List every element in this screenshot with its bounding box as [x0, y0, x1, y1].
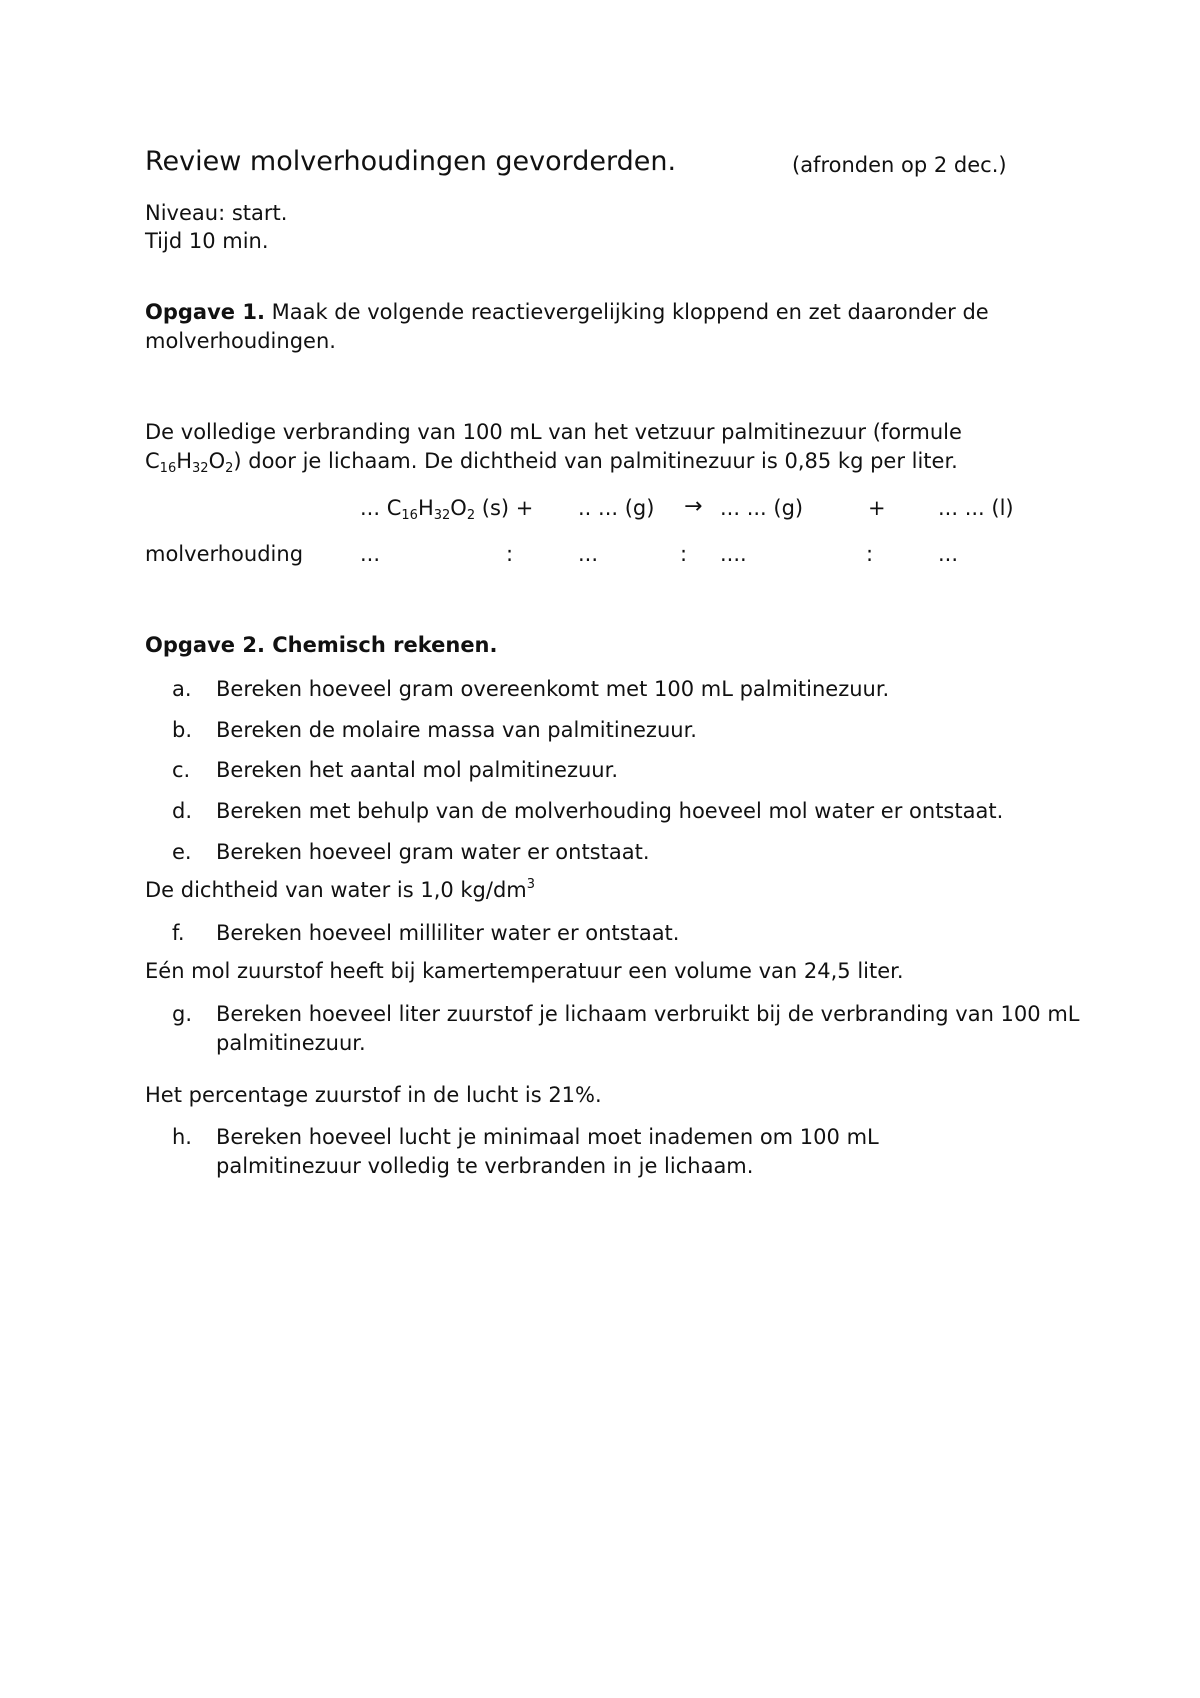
list-item-letter: f. — [172, 921, 185, 945]
equation-term3: ... ... (g) — [720, 496, 804, 520]
list-item-text: Bereken de molaire massa van palmitinezuur. — [216, 718, 697, 742]
ratio-separator-2: : — [680, 542, 688, 566]
equation-coef1: ... $C_{16}H_{32}O_2$ (s) + — [360, 496, 534, 523]
level-text: Niveau: start. — [145, 201, 288, 225]
rounding-note: (afronden op 2 dec.) — [792, 153, 1007, 177]
list-item-text: Bereken hoeveel milliliter water er ontstaat. — [216, 921, 680, 945]
list-item-letter: b. — [172, 718, 193, 742]
list-item-text: Bereken met behulp van de molverhouding hoeveel mol water er ontstaat. — [216, 799, 1004, 823]
list-item-text: Bereken hoeveel gram water er ontstaat. — [216, 840, 650, 864]
equation-plus: + — [868, 496, 886, 520]
list-item-text: Bereken hoeveel lucht je minimaal moet inademen om 100 mL palmitinezuur volledig te verbranden in je lichaam. — [216, 1125, 879, 1178]
exercise1-heading: Opgave 1. — [145, 300, 265, 324]
ratio-separator-1: : — [506, 542, 514, 566]
list-item-letter: d. — [172, 799, 193, 823]
ratio-value-3: .... — [720, 542, 747, 566]
equation-term2: .. ... (g) — [578, 496, 655, 520]
list-item-letter: a. — [172, 677, 192, 701]
list-item-letter: g. — [172, 1002, 193, 1026]
list-item-text: Bereken het aantal mol palmitinezuur. — [216, 758, 618, 782]
document-title: Review molverhoudingen gevorderden. — [145, 146, 677, 177]
ratio-value-4: ... — [938, 542, 959, 566]
reaction-arrow-icon: → — [684, 494, 703, 519]
exercise2-heading: Opgave 2. Chemisch rekenen. — [145, 633, 498, 657]
exercise1-intro — [145, 298, 1065, 356]
exercise1-instruction: Maak de volgende reactievergelijking kloppend en zet daaronder de molverhoudingen. — [145, 300, 989, 353]
ratio-label: molverhouding — [145, 542, 304, 566]
time-text: Tijd 10 min. — [145, 229, 269, 253]
exercise1-context-line1: De volledige verbranding van 100 mL van het vetzuur palmitinezuur (formule — [145, 420, 962, 444]
equation-term4: ... ... (l) — [938, 496, 1014, 520]
list-item-letter: c. — [172, 758, 191, 782]
ratio-value-2: ... — [578, 542, 599, 566]
oxygen-percentage-text: Het percentage zuurstof in de lucht is 21%. — [145, 1083, 602, 1107]
ratio-separator-3: : — [866, 542, 874, 566]
density-water-text: De dichtheid van water is 1,0 $kg/dm^3$ — [145, 877, 536, 902]
oxygen-volume-text: Eén mol zuurstof heeft bij kamertemperatuur een volume van 24,5 liter. — [145, 959, 904, 983]
ratio-value-1: ... — [360, 542, 381, 566]
list-item-text: Bereken hoeveel liter zuurstof je lichaam verbruikt bij de verbranding van 100 mL palmitinezuur. — [216, 1002, 1080, 1055]
exercise1-context-line2: $C_{16}H_{32}O_2$) door je lichaam. De dichtheid van palmitinezuur is 0,85 kg per liter. — [145, 449, 958, 476]
list-item-letter: e. — [172, 840, 192, 864]
list-item-text: Bereken hoeveel gram overeenkomt met 100 mL palmitinezuur. — [216, 677, 890, 701]
list-item-letter: h. — [172, 1125, 192, 1149]
